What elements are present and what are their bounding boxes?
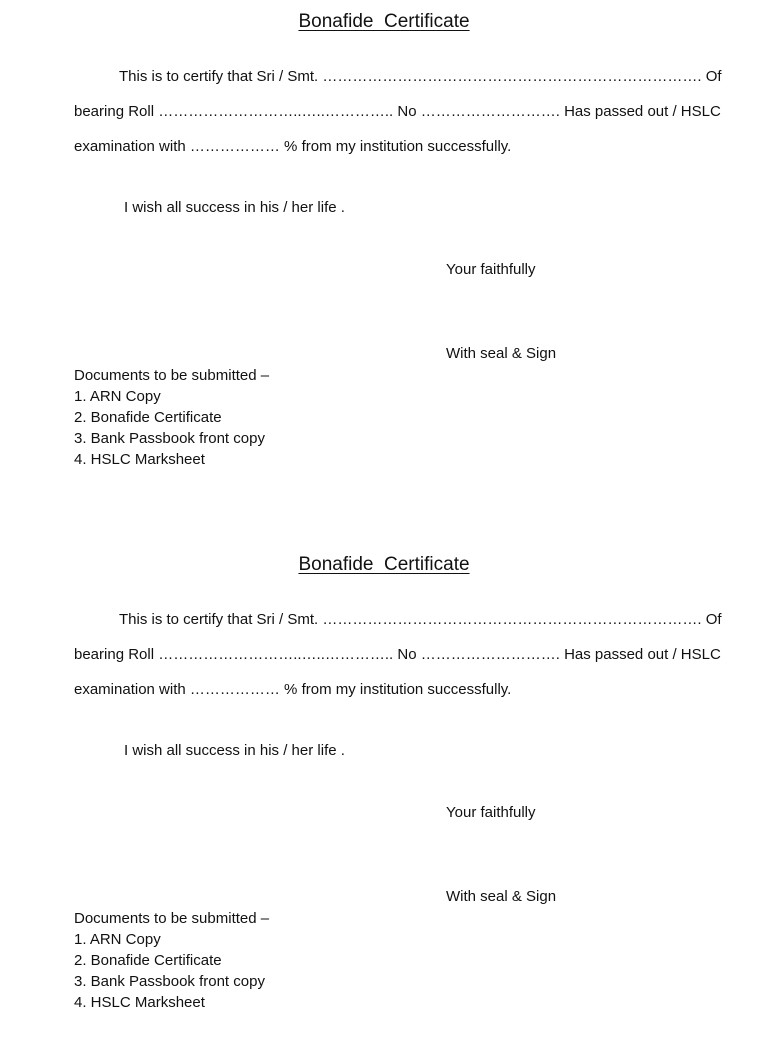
closing-line: Your faithfully [446,261,536,278]
documents-list [74,908,269,1013]
roll-line: bearing Roll ………………………..…..………….. No ………………………. Has passed out / HSLC [74,646,721,663]
document-item: 3. Bank Passbook front copy [74,430,265,447]
document-item: 4. HSLC Marksheet [74,994,205,1011]
document-item: 1. ARN Copy [74,931,161,948]
roll-line: bearing Roll ………………………..…..………….. No ………………………. Has passed out / HSLC [74,103,721,120]
certificate-title: Bonafide Certificate [298,11,470,32]
seal-sign-line: With seal & Sign [446,888,557,905]
wish-line: I wish all success in his / her life . [124,742,345,759]
closing-line: Your faithfully [446,804,536,821]
certificate-title: Bonafide Certificate [298,554,470,575]
document-item: 3. Bank Passbook front copy [74,973,265,990]
document-item: 2. Bonafide Certificate [74,952,222,969]
certify-line: This is to certify that Sri / Smt. …………………………………………………………………. Of [119,68,722,85]
document-item: 1. ARN Copy [74,388,161,405]
document-item: 2. Bonafide Certificate [74,409,222,426]
document-item: 4. HSLC Marksheet [74,451,205,468]
seal-sign-line: With seal & Sign [446,345,557,362]
examination-line: examination with ……………… % from my institution successfully. [74,681,512,698]
certify-line: This is to certify that Sri / Smt. …………………………………………………………………. Of [119,611,722,628]
documents-heading: Documents to be submitted – [74,910,270,927]
documents-list [74,365,269,470]
examination-line: examination with ……………… % from my institution successfully. [74,138,512,155]
certificate-1 [0,0,768,520]
certificate-2 [0,543,768,1063]
wish-line: I wish all success in his / her life . [124,199,345,216]
documents-heading: Documents to be submitted – [74,367,270,384]
